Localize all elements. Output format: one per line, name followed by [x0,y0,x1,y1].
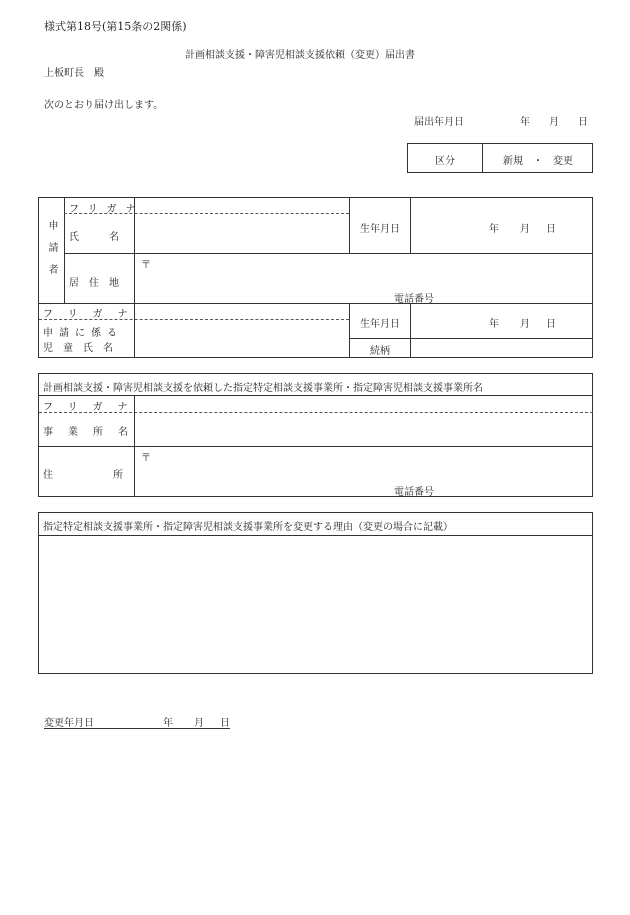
applicant-furigana-label: フリガナ [69,204,145,215]
addressee: 上板町長 殿 [44,68,104,79]
applicant-birth-year-unit: 年 [489,224,499,235]
child-birth-day-unit: 日 [546,319,556,330]
child-relation-label: 続柄 [370,346,390,357]
office-furigana-label: フリガナ [43,402,143,413]
form-title: 計画相談支援・障害児相談支援依頼（変更）届出書 [185,50,415,61]
child-name-label-2: 児童氏名 [43,343,123,354]
submission-date-label: 届出年月日 [414,117,464,128]
category-label: 区分 [435,156,455,167]
applicant-group-label: 申請者 [46,220,57,286]
date-day-unit: 日 [578,117,588,128]
office-postal-mark: 〒 [141,453,151,464]
child-birth-month-unit: 月 [520,319,530,330]
child-name-label-1: 申請に係る [43,328,123,339]
applicant-table [38,197,593,358]
office-address-label: 住所 [43,470,183,481]
office-header: 計画相談支援・障害児相談支援を依頼した指定特定相談支援事業所・指定障害児相談支援事業所名 [43,383,483,394]
applicant-name-label: 氏名 [69,232,149,243]
applicant-birth-day-unit: 日 [546,224,556,235]
applicant-phone-label: 電話番号 [394,294,434,305]
change-day-unit: 日 [220,718,230,729]
category-options[interactable]: 新規 ・ 変更 [503,156,573,167]
change-month-unit: 月 [194,718,204,729]
applicant-birth-month-unit: 月 [520,224,530,235]
change-date-line [44,714,230,729]
date-month-unit: 月 [549,117,559,128]
reason-box [38,512,593,674]
date-year-unit: 年 [520,117,530,128]
child-birthdate-label: 生年月日 [360,319,400,330]
child-birth-year-unit: 年 [489,319,499,330]
form-number: 様式第18号(第15条の2関係) [44,20,187,33]
change-date-label: 変更年月日 [44,718,94,729]
applicant-birthdate-label: 生年月日 [360,224,400,235]
change-year-unit: 年 [163,718,173,729]
office-phone-label: 電話番号 [394,487,434,498]
applicant-address-label: 居住地 [69,278,129,289]
office-table [38,373,593,497]
category-box [407,143,593,173]
applicant-postal-mark: 〒 [141,260,151,271]
reason-header: 指定特定相談支援事業所・指定障害児相談支援事業所を変更する理由（変更の場合に記載） [43,522,453,533]
intro-text: 次のとおり届け出します。 [44,100,164,111]
child-furigana-label: フリガナ [43,309,143,320]
office-name-label: 事業所名 [43,427,143,438]
